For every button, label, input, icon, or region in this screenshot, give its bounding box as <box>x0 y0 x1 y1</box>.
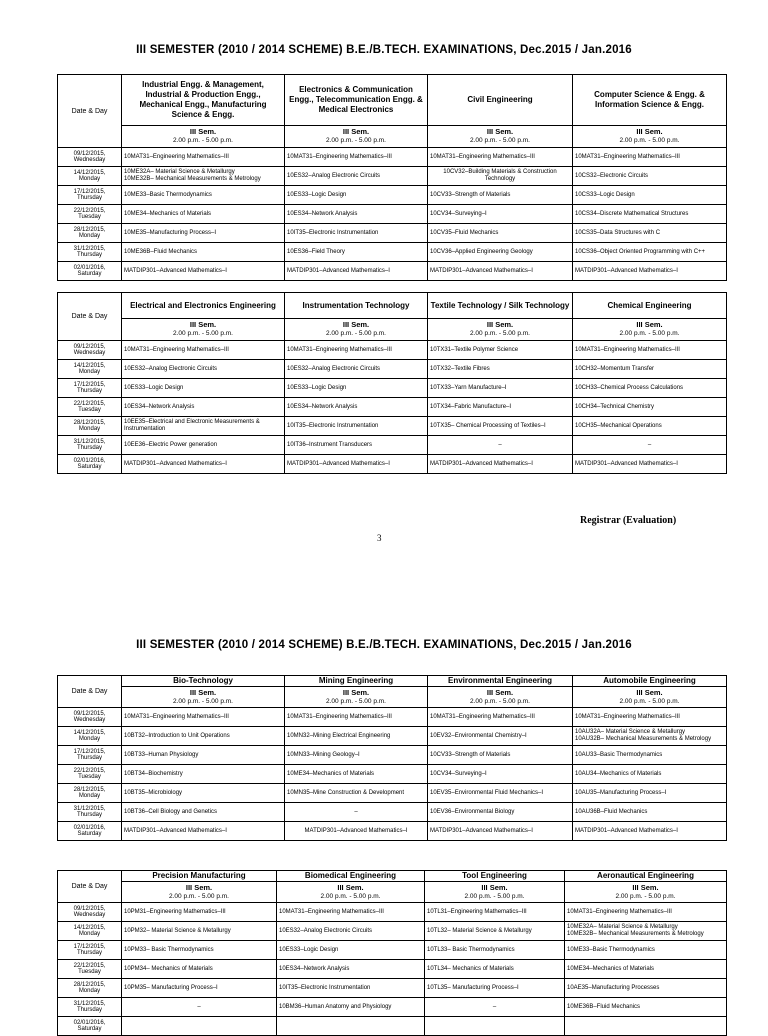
table-row <box>58 803 727 822</box>
table-row <box>58 998 727 1017</box>
date-cell: 28/12/2015, Monday <box>58 979 122 998</box>
subject-cell: 10ME33–Basic Thermodynamics <box>122 186 285 205</box>
subject-cell: 10EE35–Electrical and Electronic Measurements & Instrumentation <box>122 417 285 436</box>
subject-cell: 10CS32–Electronic Circuits <box>573 167 727 186</box>
subject-cell: 10BT34–Biochemistry <box>122 765 285 784</box>
branch-header: Environmental Engineering <box>428 676 573 687</box>
date-cell: 22/12/2015, Tuesday <box>58 765 122 784</box>
subject-cell: 10TL31–Engineering Mathematics–III <box>425 903 565 922</box>
table-row <box>58 941 727 960</box>
subject-cell: 10CV33–Strength of Materials <box>428 746 573 765</box>
table-row <box>58 398 727 417</box>
subject-cell: 10CS36–Object Oriented Programming with C++ <box>573 243 727 262</box>
subject-cell: 10CV34–Surveying–I <box>428 205 573 224</box>
branch-header: Biomedical Engineering <box>277 871 425 882</box>
table-row <box>58 979 727 998</box>
sem-cell: III Sem. 2.00 p.m. - 5.00 p.m. <box>122 319 285 341</box>
subject-cell <box>565 1017 727 1036</box>
subject-cell: 10ES34–Network Analysis <box>277 960 425 979</box>
subject-cell: 10ES34–Network Analysis <box>285 398 428 417</box>
subject-cell: 10BT33–Human Physiology <box>122 746 285 765</box>
subject-cell: 10AU36B–Fluid Mechanics <box>573 803 727 822</box>
subject-cell: 10AU34–Mechanics of Materials <box>573 765 727 784</box>
table-row <box>58 922 727 941</box>
table-row <box>58 148 727 167</box>
subject-cell: 10AU35–Manufacturing Process–I <box>573 784 727 803</box>
subject-cell: 10ES34–Network Analysis <box>122 398 285 417</box>
subject-cell: 10CS35–Data Structures with C <box>573 224 727 243</box>
branch-header: Chemical Engineering <box>573 293 727 319</box>
subject-cell: 10MAT31–Engineering Mathematics–III <box>285 341 428 360</box>
subject-cell: 10CH35–Mechanical Operations <box>573 417 727 436</box>
subject-cell: MATDIP301–Advanced Mathematics–I <box>122 822 285 841</box>
date-cell: 17/12/2015, Thursday <box>58 941 122 960</box>
subject-cell: 10MN32–Mining Electrical Engineering <box>285 727 428 746</box>
subject-cell: MATDIP301–Advanced Mathematics–I <box>573 455 727 474</box>
subject-cell: MATDIP301–Advanced Mathematics–I <box>122 455 285 474</box>
date-header: Date & Day <box>58 676 122 708</box>
table-row <box>58 960 727 979</box>
sem-cell: III Sem. 2.00 p.m. - 5.00 p.m. <box>428 687 573 708</box>
table-row <box>58 765 727 784</box>
sem-cell: III Sem. 2.00 p.m. - 5.00 p.m. <box>285 687 428 708</box>
subject-cell: 10PM35– Manufacturing Process–I <box>122 979 277 998</box>
date-header: Date & Day <box>58 293 122 341</box>
subject-cell: 10BT32–Introduction to Unit Operations <box>122 727 285 746</box>
subject-cell: – <box>285 803 428 822</box>
subject-cell: 10ME36B–Fluid Mechanics <box>565 998 727 1017</box>
subject-cell: 10EV36–Environmental Biology <box>428 803 573 822</box>
table-row <box>58 224 727 243</box>
subject-cell: 10TL34– Mechanics of Materials <box>425 960 565 979</box>
subject-cell: 10CV32–Building Materials & Construction Technology <box>428 167 573 186</box>
date-cell: 31/12/2015, Thursday <box>58 803 122 822</box>
subject-cell: 10TL33– Basic Thermodynamics <box>425 941 565 960</box>
subject-cell: MATDIP301–Advanced Mathematics–I <box>428 455 573 474</box>
branch-header: Computer Science & Engg. & Information Science & Engg. <box>573 75 727 126</box>
table-row <box>58 186 727 205</box>
date-header: Date & Day <box>58 871 122 903</box>
sem-cell: III Sem. 2.00 p.m. - 5.00 p.m. <box>277 882 425 903</box>
date-cell: 31/12/2015, Thursday <box>58 243 122 262</box>
sem-cell: III Sem. 2.00 p.m. - 5.00 p.m. <box>573 319 727 341</box>
subject-cell: 10IT35–Electronic Instrumentation <box>285 417 428 436</box>
subject-cell: 10MN35–Mine Construction & Development <box>285 784 428 803</box>
sem-cell: III Sem. 2.00 p.m. - 5.00 p.m. <box>565 882 727 903</box>
subject-cell: MATDIP301–Advanced Mathematics–I <box>285 455 428 474</box>
date-cell: 31/12/2015, Thursday <box>58 998 122 1017</box>
timetable-2 <box>57 292 727 474</box>
subject-cell: 10CH32–Momentum Transfer <box>573 360 727 379</box>
subject-cell: 10ES32–Analog Electronic Circuits <box>285 167 428 186</box>
subject-cell: 10TX35– Chemical Processing of Textiles–I <box>428 417 573 436</box>
timetable-3 <box>57 675 727 841</box>
table-row <box>58 205 727 224</box>
subject-cell: 10CH33–Chemical Process Calculations <box>573 379 727 398</box>
sem-cell: III Sem. 2.00 p.m. - 5.00 p.m. <box>122 126 285 148</box>
subject-cell: 10MAT31–Engineering Mathematics–III <box>277 903 425 922</box>
branch-header: Industrial Engg. & Management, Industrial & Production Engg., Mechanical Engg., Manufacturing Science & Engg. <box>122 75 285 126</box>
table-row <box>58 903 727 922</box>
subject-cell: 10ME32A– Material Science & Metallurgy 10ME32B– Mechanical Measurements & Metrology <box>565 922 727 941</box>
date-cell: 02/01/2016, Saturday <box>58 455 122 474</box>
date-cell: 28/12/2015, Monday <box>58 224 122 243</box>
subject-cell: 10BT36–Cell Biology and Genetics <box>122 803 285 822</box>
subject-cell: 10TL35– Manufacturing Process–I <box>425 979 565 998</box>
page-break <box>0 556 768 616</box>
page-number: 3 <box>377 533 382 543</box>
table-row <box>58 417 727 436</box>
date-cell: 17/12/2015, Thursday <box>58 379 122 398</box>
subject-cell: – <box>428 436 573 455</box>
subject-cell: 10CS33–Logic Design <box>573 186 727 205</box>
subject-cell: 10MAT31–Engineering Mathematics–III <box>428 148 573 167</box>
subject-cell: 10EV35–Environmental Fluid Mechanics–I <box>428 784 573 803</box>
subject-cell: 10TX34–Fabric Manufacture–I <box>428 398 573 417</box>
sem-cell: III Sem. 2.00 p.m. - 5.00 p.m. <box>122 687 285 708</box>
table-row <box>58 822 727 841</box>
subject-cell: MATDIP301–Advanced Mathematics–I <box>573 262 727 281</box>
date-cell: 09/12/2015, Wednesday <box>58 708 122 727</box>
date-cell: 17/12/2015, Thursday <box>58 746 122 765</box>
subject-cell: 10ME33–Basic Thermodynamics <box>565 941 727 960</box>
subject-cell: 10MAT31–Engineering Mathematics–III <box>565 903 727 922</box>
date-cell: 09/12/2015, Wednesday <box>58 341 122 360</box>
subject-cell: 10TL32– Material Science & Metallurgy <box>425 922 565 941</box>
subject-cell: – <box>573 436 727 455</box>
subject-cell <box>425 1017 565 1036</box>
subject-cell: 10IT35–Electronic Instrumentation <box>277 979 425 998</box>
table-row <box>58 341 727 360</box>
subject-cell: 10MAT31–Engineering Mathematics–III <box>122 148 285 167</box>
date-cell: 14/12/2015, Monday <box>58 360 122 379</box>
table-row <box>58 167 727 186</box>
branch-header: Mining Engineering <box>285 676 428 687</box>
subject-cell: 10MN33–Mining Geology–I <box>285 746 428 765</box>
branch-header: Automobile Engineering <box>573 676 727 687</box>
branch-header: Precision Manufacturing <box>122 871 277 882</box>
subject-cell: MATDIP301–Advanced Mathematics–I <box>285 262 428 281</box>
date-cell: 28/12/2015, Monday <box>58 417 122 436</box>
subject-cell: 10ES34–Network Analysis <box>285 205 428 224</box>
registrar-signature-line: Registrar (Evaluation) <box>580 515 677 526</box>
table-row <box>58 262 727 281</box>
subject-cell: 10MAT31–Engineering Mathematics–III <box>428 708 573 727</box>
subject-cell: 10TX32–Textile Fibres <box>428 360 573 379</box>
sem-cell: III Sem. 2.00 p.m. - 5.00 p.m. <box>428 319 573 341</box>
subject-cell: 10TX33–Yarn Manufacture–I <box>428 379 573 398</box>
subject-cell: MATDIP301–Advanced Mathematics–I <box>428 822 573 841</box>
date-header: Date & Day <box>58 75 122 148</box>
subject-cell: 10CS34–Discrete Mathematical Structures <box>573 205 727 224</box>
page-title: III SEMESTER (2010 / 2014 SCHEME) B.E./B.TECH. EXAMINATIONS, Dec.2015 / Jan.2016 <box>136 639 632 651</box>
subject-cell: 10ME32A– Material Science & Metallurgy 10ME32B– Mechanical Measurements & Metrology <box>122 167 285 186</box>
subject-cell: 10CV34–Surveying–I <box>428 765 573 784</box>
subject-cell: – <box>425 998 565 1017</box>
subject-cell: 10TX31–Textile Polymer Science <box>428 341 573 360</box>
subject-cell: 10EE36–Electric Power generation <box>122 436 285 455</box>
subject-cell: 10BM36–Human Anatomy and Physiology <box>277 998 425 1017</box>
date-cell: 02/01/2016, Saturday <box>58 1017 122 1036</box>
branch-header: Bio-Technology <box>122 676 285 687</box>
date-cell: 17/12/2015, Thursday <box>58 186 122 205</box>
branch-header: Textile Technology / Silk Technology <box>428 293 573 319</box>
subject-cell: 10PM31–Engineering Mathematics–III <box>122 903 277 922</box>
subject-cell: 10ES33–Logic Design <box>285 379 428 398</box>
date-cell: 14/12/2015, Monday <box>58 922 122 941</box>
date-cell: 14/12/2015, Monday <box>58 727 122 746</box>
subject-cell: MATDIP301–Advanced Mathematics–I <box>428 262 573 281</box>
subject-cell: 10IT36–Instrument Transducers <box>285 436 428 455</box>
branch-header: Electronics & Communication Engg., Telecommunication Engg. & Medical Electronics <box>285 75 428 126</box>
subject-cell: MATDIP301–Advanced Mathematics–I <box>285 822 428 841</box>
subject-cell: 10MAT31–Engineering Mathematics–III <box>122 708 285 727</box>
subject-cell: 10PM34– Mechanics of Materials <box>122 960 277 979</box>
sem-cell: III Sem. 2.00 p.m. - 5.00 p.m. <box>285 126 428 148</box>
subject-cell: 10AU33–Basic Thermodynamics <box>573 746 727 765</box>
branch-header: Aeronautical Engineering <box>565 871 727 882</box>
date-cell: 28/12/2015, Monday <box>58 784 122 803</box>
sem-cell: III Sem. 2.00 p.m. - 5.00 p.m. <box>573 126 727 148</box>
sem-cell: III Sem. 2.00 p.m. - 5.00 p.m. <box>122 882 277 903</box>
date-cell: 22/12/2015, Tuesday <box>58 398 122 417</box>
branch-header: Civil Engineering <box>428 75 573 126</box>
subject-cell: 10ES33–Logic Design <box>122 379 285 398</box>
date-cell: 02/01/2016, Saturday <box>58 262 122 281</box>
subject-cell: 10AU32A– Material Science & Metallurgy 10AU32B– Mechanical Measurements & Metrology <box>573 727 727 746</box>
subject-cell: 10ES33–Logic Design <box>277 941 425 960</box>
date-cell: 22/12/2015, Tuesday <box>58 205 122 224</box>
subject-cell: 10CV36–Applied Engineering Geology <box>428 243 573 262</box>
subject-cell: 10MAT31–Engineering Mathematics–III <box>122 341 285 360</box>
subject-cell: 10ME36B–Fluid Mechanics <box>122 243 285 262</box>
branch-header: Electrical and Electronics Engineering <box>122 293 285 319</box>
subject-cell: 10ES36–Field Theory <box>285 243 428 262</box>
sem-cell: III Sem. 2.00 p.m. - 5.00 p.m. <box>428 126 573 148</box>
table-row <box>58 360 727 379</box>
date-cell: 02/01/2016, Saturday <box>58 822 122 841</box>
subject-cell: 10ES32–Analog Electronic Circuits <box>277 922 425 941</box>
table-row <box>58 746 727 765</box>
subject-cell: 10BT35–Microbiology <box>122 784 285 803</box>
subject-cell: 10EV32–Environmental Chemistry–I <box>428 727 573 746</box>
table-row <box>58 455 727 474</box>
date-cell: 31/12/2015, Thursday <box>58 436 122 455</box>
date-cell: 09/12/2015, Wednesday <box>58 903 122 922</box>
date-cell: 22/12/2015, Tuesday <box>58 960 122 979</box>
subject-cell: 10ME35–Manufacturing Process–I <box>122 224 285 243</box>
table-row <box>58 727 727 746</box>
subject-cell: 10AE35–Manufacturing Processes <box>565 979 727 998</box>
subject-cell: 10ES32–Analog Electronic Circuits <box>285 360 428 379</box>
table-row <box>58 784 727 803</box>
subject-cell: 10IT35–Electronic Instrumentation <box>285 224 428 243</box>
subject-cell: 10PM33– Basic Thermodynamics <box>122 941 277 960</box>
table-row <box>58 436 727 455</box>
subject-cell: 10CV33–Strength of Materials <box>428 186 573 205</box>
timetable-4 <box>57 870 727 1036</box>
subject-cell: 10ME34–Mechanics of Materials <box>285 765 428 784</box>
table-row <box>58 243 727 262</box>
subject-cell: 10ME34–Mechanics of Materials <box>565 960 727 979</box>
date-cell: 14/12/2015, Monday <box>58 167 122 186</box>
subject-cell: 10MAT31–Engineering Mathematics–III <box>285 148 428 167</box>
page-title: III SEMESTER (2010 / 2014 SCHEME) B.E./B.TECH. EXAMINATIONS, Dec.2015 / Jan.2016 <box>136 44 632 56</box>
timetable-1 <box>57 74 727 281</box>
subject-cell: 10ME34–Mechanics of Materials <box>122 205 285 224</box>
subject-cell <box>122 1017 277 1036</box>
subject-cell: 10CH34–Technical Chemistry <box>573 398 727 417</box>
branch-header: Tool Engineering <box>425 871 565 882</box>
subject-cell: 10MAT31–Engineering Mathematics–III <box>573 708 727 727</box>
table-row <box>58 1017 727 1036</box>
subject-cell: 10ES32–Analog Electronic Circuits <box>122 360 285 379</box>
subject-cell: 10PM32– Material Science & Metallurgy <box>122 922 277 941</box>
sem-cell: III Sem. 2.00 p.m. - 5.00 p.m. <box>573 687 727 708</box>
subject-cell: MATDIP301–Advanced Mathematics–I <box>122 262 285 281</box>
table-row <box>58 708 727 727</box>
subject-cell: 10MAT31–Engineering Mathematics–III <box>285 708 428 727</box>
branch-header: Instrumentation Technology <box>285 293 428 319</box>
date-cell: 09/12/2015, Wednesday <box>58 148 122 167</box>
sem-cell: III Sem. 2.00 p.m. - 5.00 p.m. <box>285 319 428 341</box>
subject-cell: 10ES33–Logic Design <box>285 186 428 205</box>
sem-cell: III Sem. 2.00 p.m. - 5.00 p.m. <box>425 882 565 903</box>
table-row <box>58 379 727 398</box>
subject-cell: 10CV35–Fluid Mechanics <box>428 224 573 243</box>
subject-cell <box>277 1017 425 1036</box>
subject-cell: 10MAT31–Engineering Mathematics–III <box>573 341 727 360</box>
subject-cell: 10MAT31–Engineering Mathematics–III <box>573 148 727 167</box>
subject-cell: – <box>122 998 277 1017</box>
subject-cell: MATDIP301–Advanced Mathematics–I <box>573 822 727 841</box>
